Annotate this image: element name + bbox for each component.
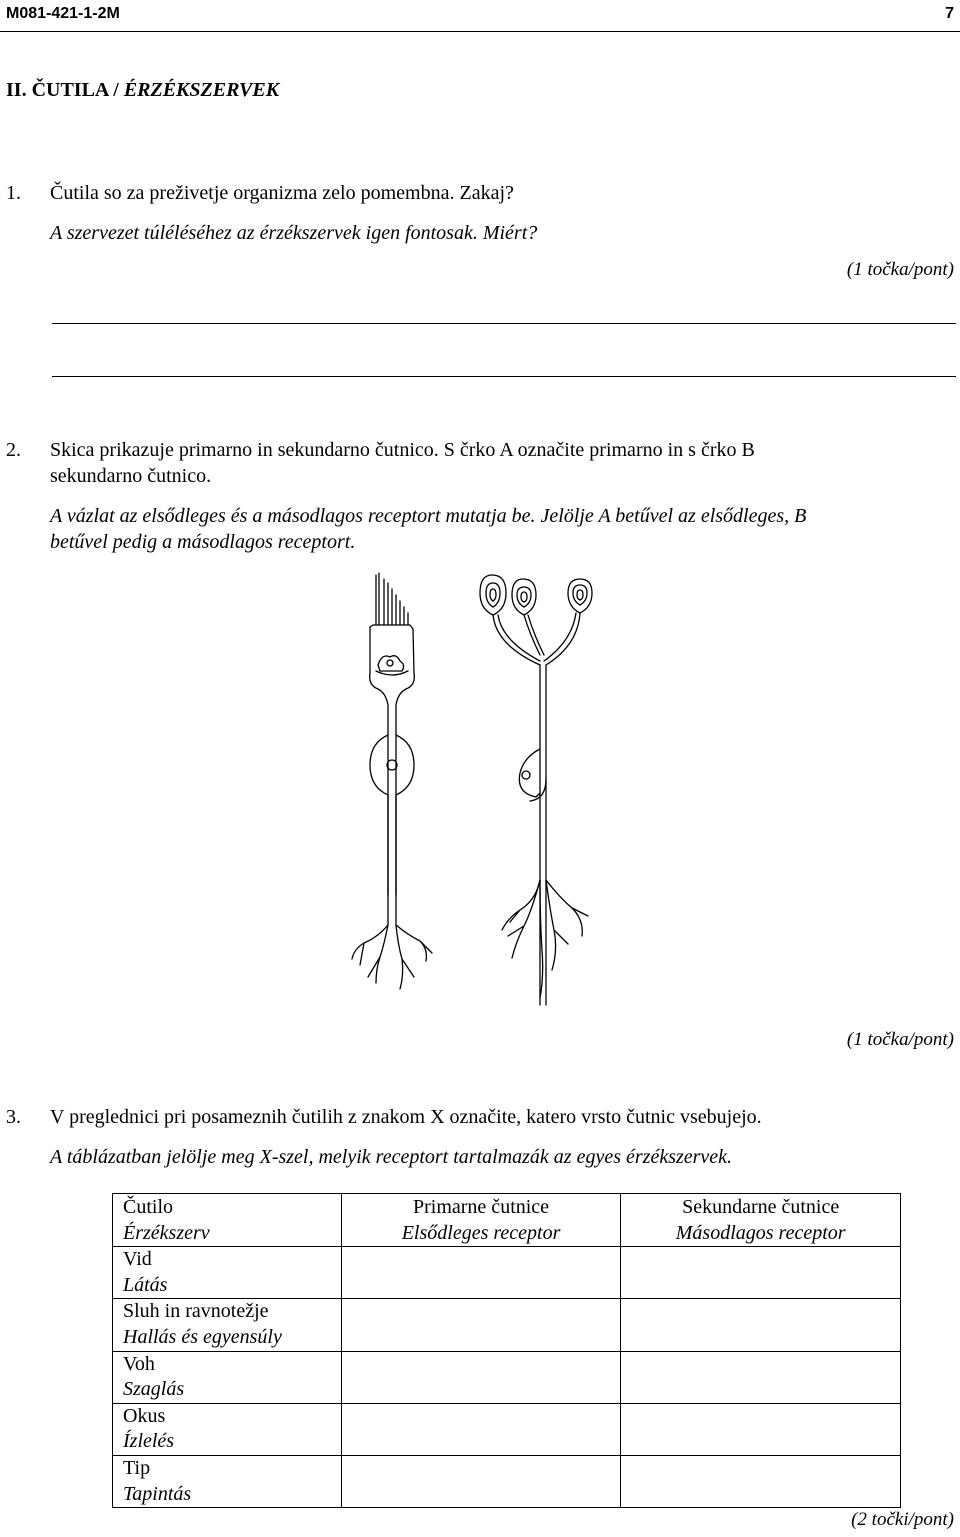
q1-answer-line-1[interactable] <box>52 323 956 324</box>
q1-text-si: Čutila so za preživetje organizma zelo pomembna. Zakaj? <box>50 182 514 204</box>
header-sense-si: Čutilo <box>123 1196 174 1218</box>
header-primary-si: Primarne čutnice <box>413 1196 550 1218</box>
row-label-si: Vid <box>123 1248 152 1271</box>
row-label-cell <box>113 1247 342 1299</box>
answer-cell-secondary[interactable] <box>621 1455 901 1507</box>
q1-text-hu: A szervezet túléléséhez az érzékszervek igen fontosak. Miért? <box>50 222 538 244</box>
q1-number: 1. <box>6 182 21 204</box>
table-row <box>113 1403 901 1455</box>
page-number: 7 <box>945 5 954 22</box>
row-label-si: Tip <box>123 1456 151 1479</box>
row-label-si: Okus <box>123 1404 166 1427</box>
row-label-si: Sluh in ravnotežje <box>123 1300 269 1323</box>
header-cell-primary <box>341 1194 621 1247</box>
table-row <box>113 1351 901 1403</box>
answer-cell-secondary[interactable] <box>621 1351 901 1403</box>
header-rule <box>0 31 960 32</box>
section-title-si: II. ČUTILA / <box>6 79 124 101</box>
q3-text-hu: A táblázatban jelölje meg X-szel, melyik receptort tartalmazák az egyes érzékszervek. <box>50 1146 733 1168</box>
section-title-hu: ÉRZÉKSZERVEK <box>123 79 280 101</box>
header-secondary-si: Sekundarne čutnice <box>682 1196 840 1218</box>
table-row <box>113 1247 901 1299</box>
secondary-receptor-drawing <box>352 573 432 989</box>
row-label-cell <box>113 1351 342 1403</box>
answer-cell-primary[interactable] <box>341 1403 621 1455</box>
table-row <box>113 1455 901 1507</box>
q3-points: (2 točki/pont) <box>851 1509 954 1530</box>
q2-number: 2. <box>6 439 21 461</box>
header-sense-hu: Érzékszerv <box>123 1221 210 1244</box>
receptor-table <box>112 1193 901 1508</box>
row-label-hu: Ízlelés <box>123 1430 175 1453</box>
q2-points: (1 točka/pont) <box>846 1029 954 1050</box>
row-label-hu: Látás <box>123 1273 168 1296</box>
row-label-si: Voh <box>123 1352 155 1375</box>
q2-text-hu-2: betűvel pedig a másodlagos receptort. <box>50 531 356 553</box>
header-cell-sense <box>113 1194 342 1247</box>
header-cell-secondary <box>621 1194 901 1247</box>
answer-cell-primary[interactable] <box>341 1455 621 1507</box>
q2-text-si-2: sekundarno čutnico. <box>50 465 212 487</box>
q1-answer-line-2[interactable] <box>52 376 956 377</box>
q2-text-si-1: Skica prikazuje primarno in sekundarno čutnico. S črko A označite primarno in s črko B <box>50 439 755 461</box>
header-primary-hu: Elsődleges receptor <box>401 1221 561 1244</box>
row-label-hu: Tapintás <box>123 1482 192 1505</box>
q2-text-hu-1: A vázlat az elsődleges és a másodlagos receptort mutatja be. Jelölje A betűvel az elsődleges, B <box>50 505 807 527</box>
answer-cell-primary[interactable] <box>341 1351 621 1403</box>
row-label-cell <box>113 1455 342 1507</box>
answer-cell-primary[interactable] <box>341 1299 621 1351</box>
q3-text-si: V preglednici pri posameznih čutilih z znakom X označite, katero vrsto čutnic vsebujejo. <box>50 1106 762 1128</box>
section-title <box>6 78 279 102</box>
table-row <box>113 1299 901 1351</box>
q1-points: (1 točka/pont) <box>846 259 954 280</box>
answer-cell-secondary[interactable] <box>621 1299 901 1351</box>
primary-receptor-terminals <box>480 880 600 1005</box>
answer-cell-secondary[interactable] <box>621 1403 901 1455</box>
row-label-cell <box>113 1403 342 1455</box>
answer-cell-primary[interactable] <box>341 1247 621 1299</box>
document-code: M081-421-1-2M <box>6 5 120 22</box>
row-label-hu: Szaglás <box>123 1378 185 1401</box>
q3-number: 3. <box>6 1106 21 1128</box>
table-header-row <box>113 1194 901 1247</box>
row-label-hu: Hallás és egyensúly <box>123 1325 282 1348</box>
row-label-cell <box>113 1299 342 1351</box>
header-secondary-hu: Másodlagos receptor <box>675 1221 846 1244</box>
answer-cell-secondary[interactable] <box>621 1247 901 1299</box>
